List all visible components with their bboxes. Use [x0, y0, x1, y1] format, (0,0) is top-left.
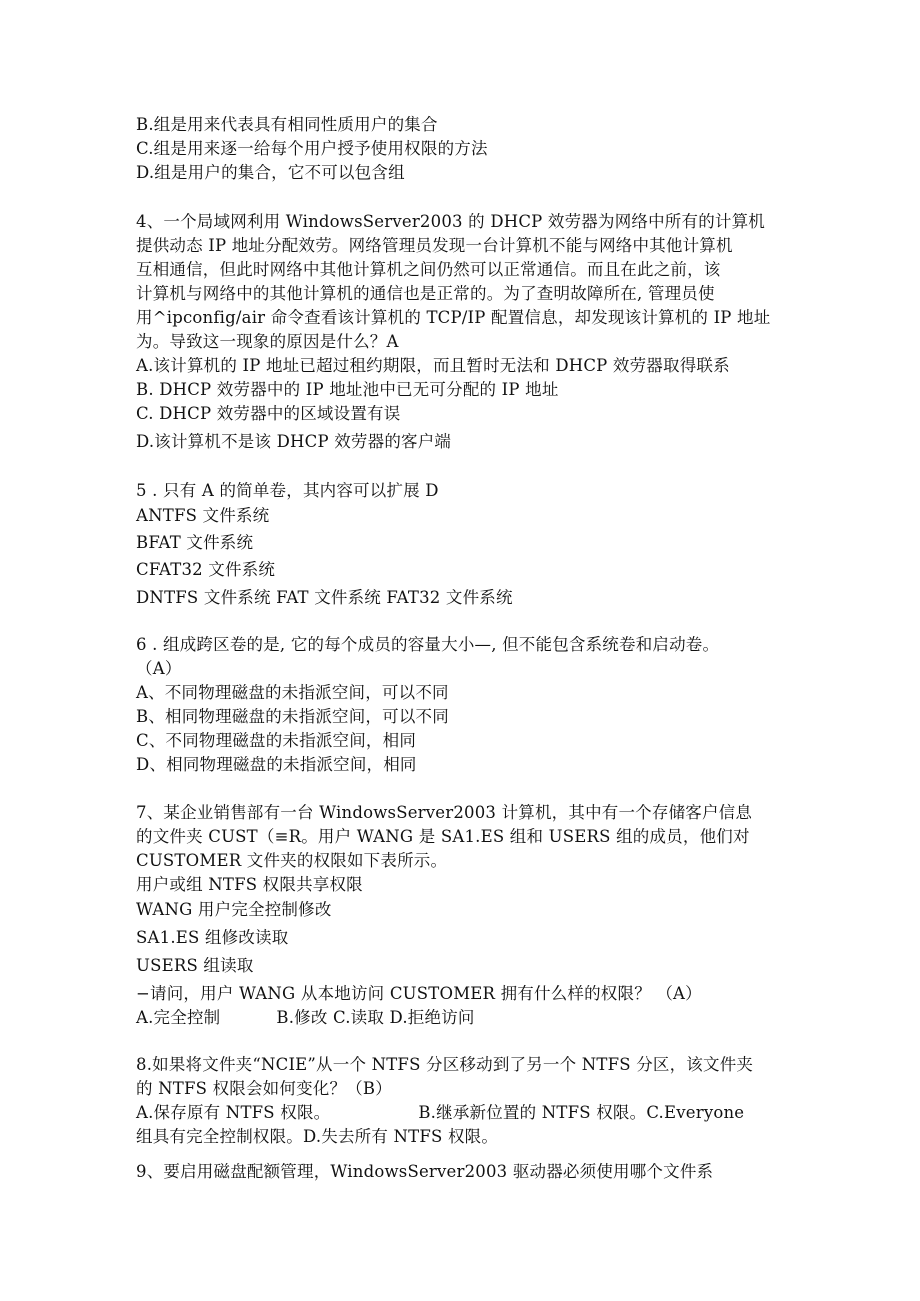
question-7-options: [136, 1006, 475, 1030]
question-5: 5 . 只有 A 的简单卷，其内容可以扩展 D: [136, 481, 439, 500]
question-9-line-1: 9、要启用磁盘配额管理，WindowsServer2003 驱动器必须使用哪个文件系: [136, 1162, 714, 1181]
question-8-line-2: 的 NTFS 权限会如何变化？（B）: [136, 1079, 392, 1098]
question-8-options: [136, 1101, 744, 1125]
question-4-line-5: 用^ipconfig/air 命令查看该计算机的 TCP/IP 配置信息，却发现该计算机的 IP 地址: [136, 308, 771, 327]
question-7-prompt: −请问，用户 WANG 从本地访问 CUSTOMER 拥有什么样的权限？ （A）: [136, 984, 702, 1003]
permission-row-wang: WANG 用户完全控制修改: [136, 900, 332, 919]
question-7-line-3: CUSTOMER 文件夹的权限如下表所示。: [136, 851, 448, 870]
question-8-options-cont: 组具有完全控制权限。D.失去所有 NTFS 权限。: [136, 1127, 499, 1146]
question-6-line-1: 6 . 组成跨区卷的是, 它的每个成员的容量大小—, 但不能包含系统卷和启动卷。: [136, 635, 720, 654]
option-a-q4: A.该计算机的 IP 地址已超过租约期限，而且暂时无法和 DHCP 效劳器取得联系: [136, 356, 730, 375]
option-c-q4: C. DHCP 效劳器中的区域设置有误: [136, 404, 401, 423]
question-8-line-1: 8.如果将文件夹“NCIE”从一个 NTFS 分区移动到了另一个 NTFS 分区，该文件夹: [136, 1055, 754, 1074]
option-d-q6: D、相同物理磁盘的未指派空间，相同: [136, 755, 417, 774]
option-c-q3: C.组是用来逐一给每个用户授予使用权限的方法: [136, 139, 488, 158]
question-4-line-4: 计算机与网络中的其他计算机的通信也是正常的。为了查明故障所在, 管理员使: [136, 284, 715, 303]
permission-row-users: USERS 组读取: [136, 956, 254, 975]
question-7-line-2: 的文件夹 CUST（≡R。用户 WANG 是 SA1.ES 组和 USERS 组的成员，他们对: [136, 827, 750, 846]
option-d-q5: DNTFS 文件系统 FAT 文件系统 FAT32 文件系统: [136, 588, 513, 607]
question-4-line-3: 互相通信，但此时网络中其他计算机之间仍然可以正常通信。而且在此之前，该: [136, 260, 721, 279]
options-bcd-q7: B.修改 C.读取 D.拒绝访问: [276, 1008, 475, 1027]
option-a-q6: A、不同物理磁盘的未指派空间，可以不同: [136, 683, 449, 702]
option-d-q3: D.组是用户的集合，它不可以包含组: [136, 163, 405, 182]
option-a-q5: ANTFS 文件系统: [136, 506, 270, 525]
option-d-q4: D.该计算机不是该 DHCP 效劳器的客户端: [136, 432, 452, 451]
question-4-line-1: 4、一个局域网利用 WindowsServer2003 的 DHCP 效劳器为网络中所有的计算机: [136, 212, 766, 231]
option-c-q5: CFAT32 文件系统: [136, 560, 276, 579]
options-bc-q8: B.继承新位置的 NTFS 权限。C.Everyone: [418, 1103, 745, 1122]
option-a-q8: A.保存原有 NTFS 权限。: [136, 1103, 331, 1122]
question-6-answer: （A）: [136, 659, 182, 678]
option-a-q7: A.完全控制: [136, 1008, 221, 1027]
option-c-q6: C、不同物理磁盘的未指派空间，相同: [136, 731, 417, 750]
option-b-q5: BFAT 文件系统: [136, 533, 254, 552]
permission-row-sales: SA1.ES 组修改读取: [136, 928, 289, 947]
question-4-line-6: 为。导致这一现象的原因是什么？A: [136, 332, 399, 351]
option-b-q6: B、相同物理磁盘的未指派空间，可以不同: [136, 707, 449, 726]
question-7-line-1: 7、某企业销售部有一台 WindowsServer2003 计算机，其中有一个存储客户信息: [136, 803, 753, 822]
question-4-line-2: 提供动态 IP 地址分配效劳。网络管理员发现一台计算机不能与网络中其他计算机: [136, 236, 733, 255]
option-b-q3: B.组是用来代表具有相同性质用户的集合: [136, 115, 438, 134]
option-b-q4: B. DHCP 效劳器中的 IP 地址池中已无可分配的 IP 地址: [136, 380, 559, 399]
permission-table-header: 用户或组 NTFS 权限共享权限: [136, 875, 363, 894]
